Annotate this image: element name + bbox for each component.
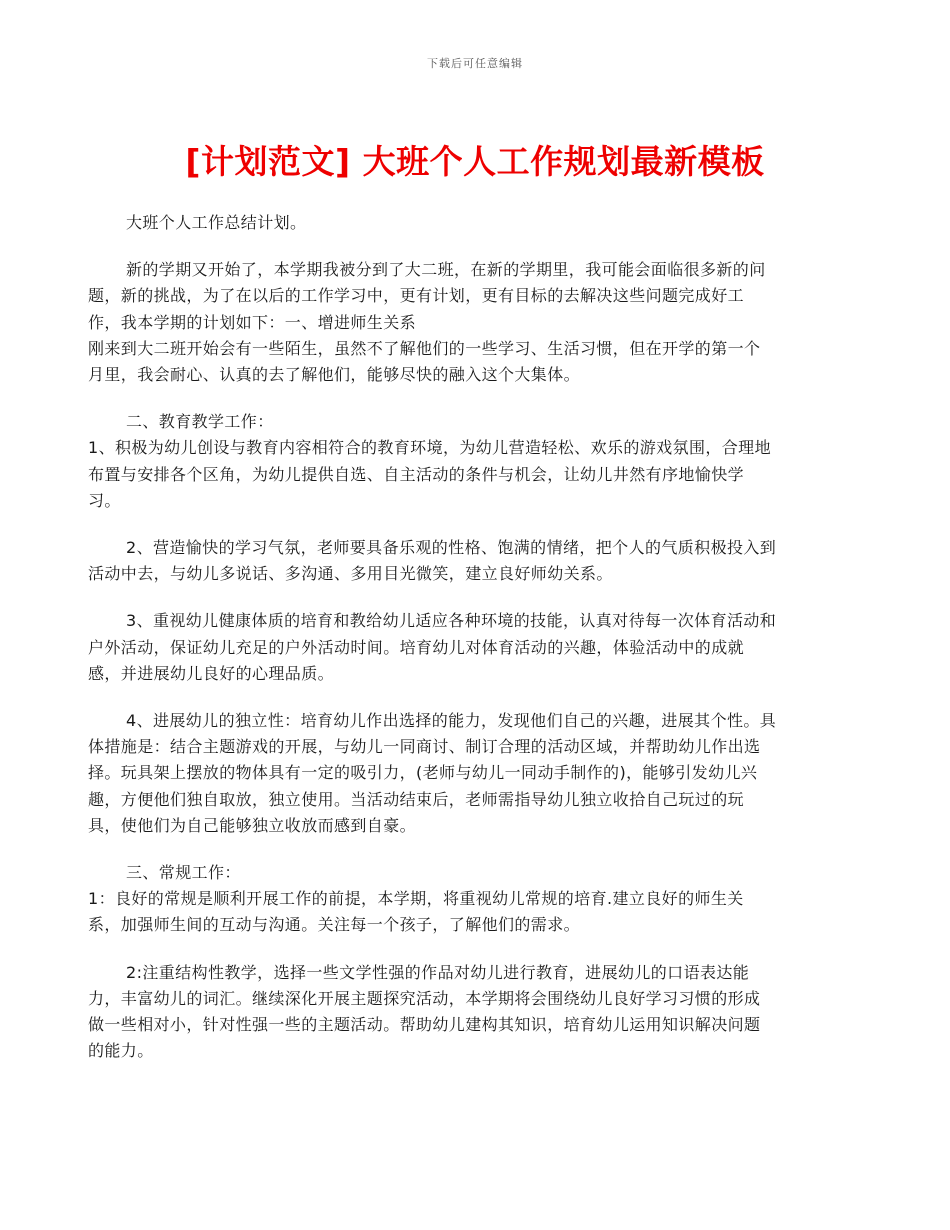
text-line: 体措施是：结合主题游戏的开展，与幼儿一同商讨、制订合理的活动区域，并帮助幼儿作出选: [88, 737, 761, 757]
section-heading: 三、常规工作：: [126, 863, 241, 883]
text-line: 题，新的挑战，为了在以后的工作学习中，更有计划，更有目标的去解决这些问题完成好工: [88, 286, 745, 306]
text-line: 1：良好的常规是顺利开展工作的前提，本学期，将重视幼儿常规的培育.建立良好的师生关: [88, 889, 744, 909]
text-line: 系，加强师生间的互动与沟通。关注每一个孩子，了解他们的需求。: [88, 915, 581, 935]
text-line: 大班个人工作总结计划。: [126, 213, 307, 232]
text-line: 感，并进展幼儿良好的心理品质。: [88, 663, 335, 683]
text-line: 的能力。: [88, 1041, 154, 1061]
text-line: 2:注重结构性教学，选择一些文学性强的作品对幼儿进行教育，进展幼儿的口语表达能: [126, 962, 750, 982]
paragraph-item-structure: [88, 960, 864, 1065]
text-line: 习。: [88, 490, 121, 510]
paragraph-section-two: [88, 409, 864, 514]
text-line: 2、营造愉快的学习气氛，老师要具备乐观的性格、饱满的情绪，把个人的气质积极投入到: [126, 538, 777, 558]
text-line: 1、积极为幼儿创设与教育内容相符合的教育环境，为幼儿营造轻松、欢乐的游戏氛围，合理地: [88, 438, 771, 458]
text-line: 户外活动，保证幼儿充足的户外活动时间。培育幼儿对体育活动的兴趣，体验活动中的成就: [88, 637, 745, 657]
paragraph-item-2: [88, 535, 864, 587]
text-line: 刚来到大二班开始会有一些陌生，虽然不了解他们的一些学习、生活习惯，但在开学的第一个: [88, 338, 761, 358]
text-line: 新的学期又开始了，本学期我被分到了大二班，在新的学期里，我可能会面临很多新的问: [126, 260, 766, 280]
paragraph-opening: [88, 257, 864, 388]
paragraph-item-4: [88, 708, 864, 839]
paragraph-item-3: [88, 608, 864, 687]
paragraph-intro: [88, 210, 864, 236]
header-note: 下载后可任意编辑: [427, 57, 523, 70]
section-heading: 二、教育教学工作：: [126, 412, 274, 432]
text-line: 择。玩具架上摆放的物体具有一定的吸引力，(老师与幼儿一同动手制作的)，能够引发幼儿兴: [88, 763, 758, 783]
text-line: 活动中去，与幼儿多说话、多沟通、多用目光微笑，建立良好师幼关系。: [88, 564, 613, 584]
text-line: 月里，我会耐心、认真的去了解他们，能够尽快的融入这个大集体。: [88, 365, 581, 385]
text-line: 作，我本学期的计划如下：一、增进师生关系: [88, 312, 417, 332]
text-line: 做一些相对小，针对性强一些的主题活动。帮助幼儿建构其知识，培育幼儿运用知识解决问题: [88, 1015, 761, 1035]
document-title: [计划范文] 大班个人工作规划最新模板: [185, 142, 765, 181]
text-line: 布置与安排各个区角，为幼儿提供自选、自主活动的条件与机会，让幼儿井然有序地愉快学: [88, 464, 745, 484]
text-line: 力，丰富幼儿的词汇。继续深化开展主题探究活动，本学期将会围绕幼儿良好学习习惯的形成: [88, 988, 761, 1008]
document-body: [88, 210, 864, 1064]
paragraph-section-three: [88, 860, 864, 939]
text-line: 具，使他们为自己能够独立收放而感到自豪。: [88, 815, 417, 835]
text-line: 3、重视幼儿健康体质的培育和教给幼儿适应各种环境的技能，认真对待每一次体育活动和: [126, 611, 777, 631]
text-line: 4、进展幼儿的独立性：培育幼儿作出选择的能力，发现他们自己的兴趣，进展其个性。具: [126, 711, 777, 731]
text-line: 趣，方便他们独自取放，独立使用。当活动结束后，老师需指导幼儿独立收拾自己玩过的玩: [88, 789, 745, 809]
